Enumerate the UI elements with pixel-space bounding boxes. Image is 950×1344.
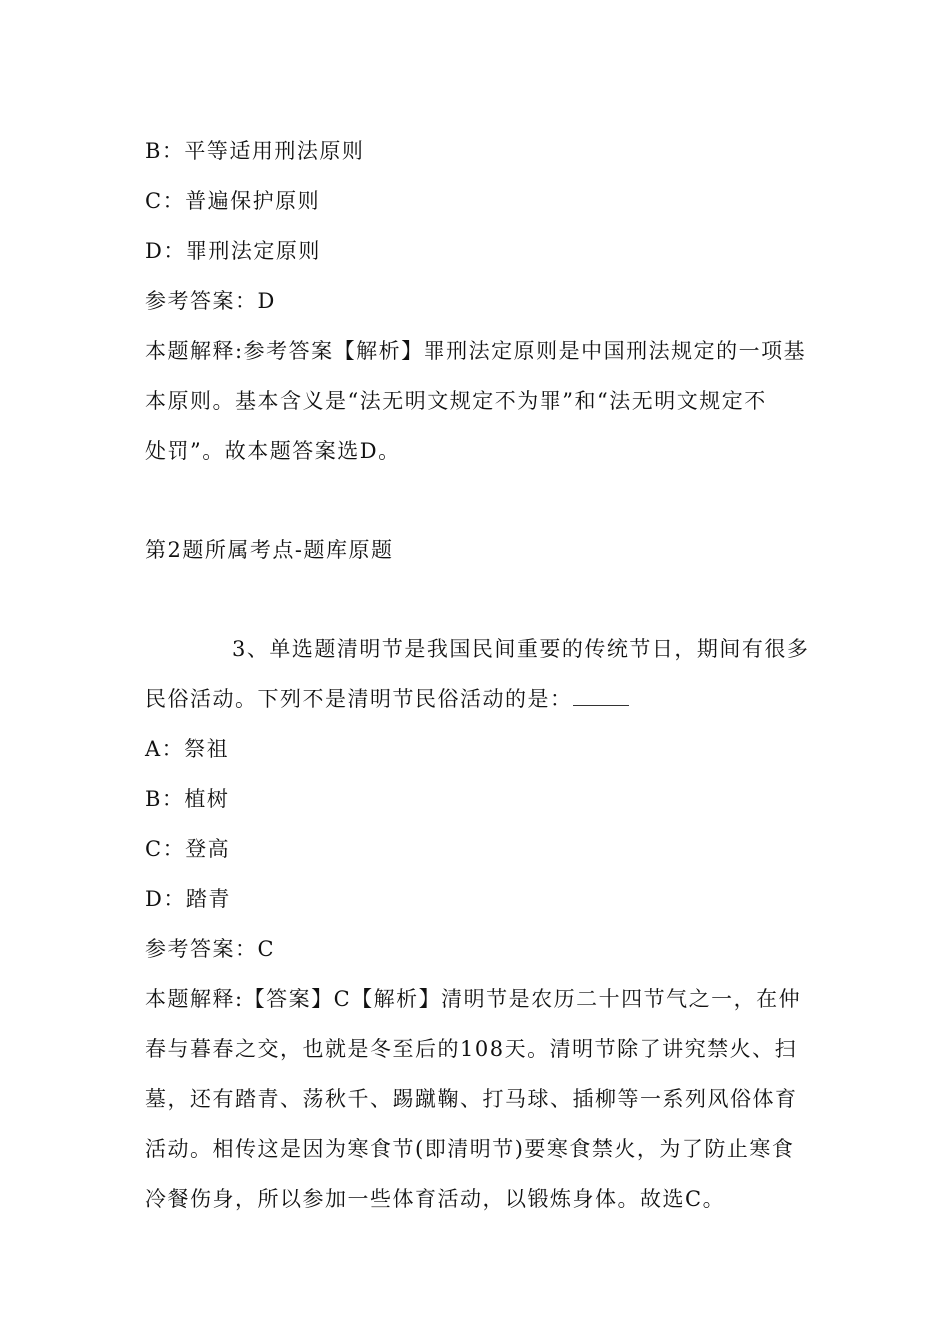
q2-topic: 第2题所属考点-题库原题 <box>145 538 394 562</box>
q2-option-b: B：平等适用刑法原则 <box>145 139 365 163</box>
q2-explanation-line: 本题解释:参考答案【解析】罪刑法定原则是中国刑法规定的一项基 <box>145 339 807 363</box>
q3-stem-line-wrap <box>145 686 810 712</box>
answer-blank <box>573 687 629 706</box>
q3-option-b: B：植树 <box>145 787 230 811</box>
q3-option-d: D：踏青 <box>145 887 231 911</box>
q2-explanation-line: 处罚”。故本题答案选D。 <box>145 439 401 463</box>
q3-option-a: A：祭祖 <box>145 737 230 761</box>
q2-option-c: C：普遍保护原则 <box>145 189 321 213</box>
q2-option-d: D：罪刑法定原则 <box>145 239 321 263</box>
q2-answer: 参考答案：D <box>145 289 276 313</box>
q3-answer: 参考答案：C <box>145 937 276 961</box>
q3-stem-line: 3、单选题清明节是我国民间重要的传统节日，期间有很多 <box>232 637 810 661</box>
q3-explanation-line: 本题解释:【答案】C【解析】清明节是农历二十四节气之一，在仲 <box>145 987 802 1011</box>
q3-explanation-line: 冷餐伤身，所以参加一些体育活动，以锻炼身体。故选C。 <box>145 1187 726 1211</box>
q3-stem-text: 民俗活动。下列不是清明节民俗活动的是： <box>145 687 573 711</box>
q3-explanation-line: 活动。相传这是因为寒食节(即清明节)要寒食禁火，为了防止寒食 <box>145 1137 795 1161</box>
q3-explanation-line: 墓，还有踏青、荡秋千、踢蹴鞠、打马球、插柳等一系列风俗体育 <box>145 1087 798 1111</box>
q3-explanation-line: 春与暮春之交，也就是冬至后的108天。清明节除了讲究禁火、扫 <box>145 1037 798 1061</box>
q2-explanation-line: 本原则。基本含义是“法无明文规定不为罪”和“法无明文规定不 <box>145 389 767 413</box>
q3-option-c: C：登高 <box>145 837 231 861</box>
